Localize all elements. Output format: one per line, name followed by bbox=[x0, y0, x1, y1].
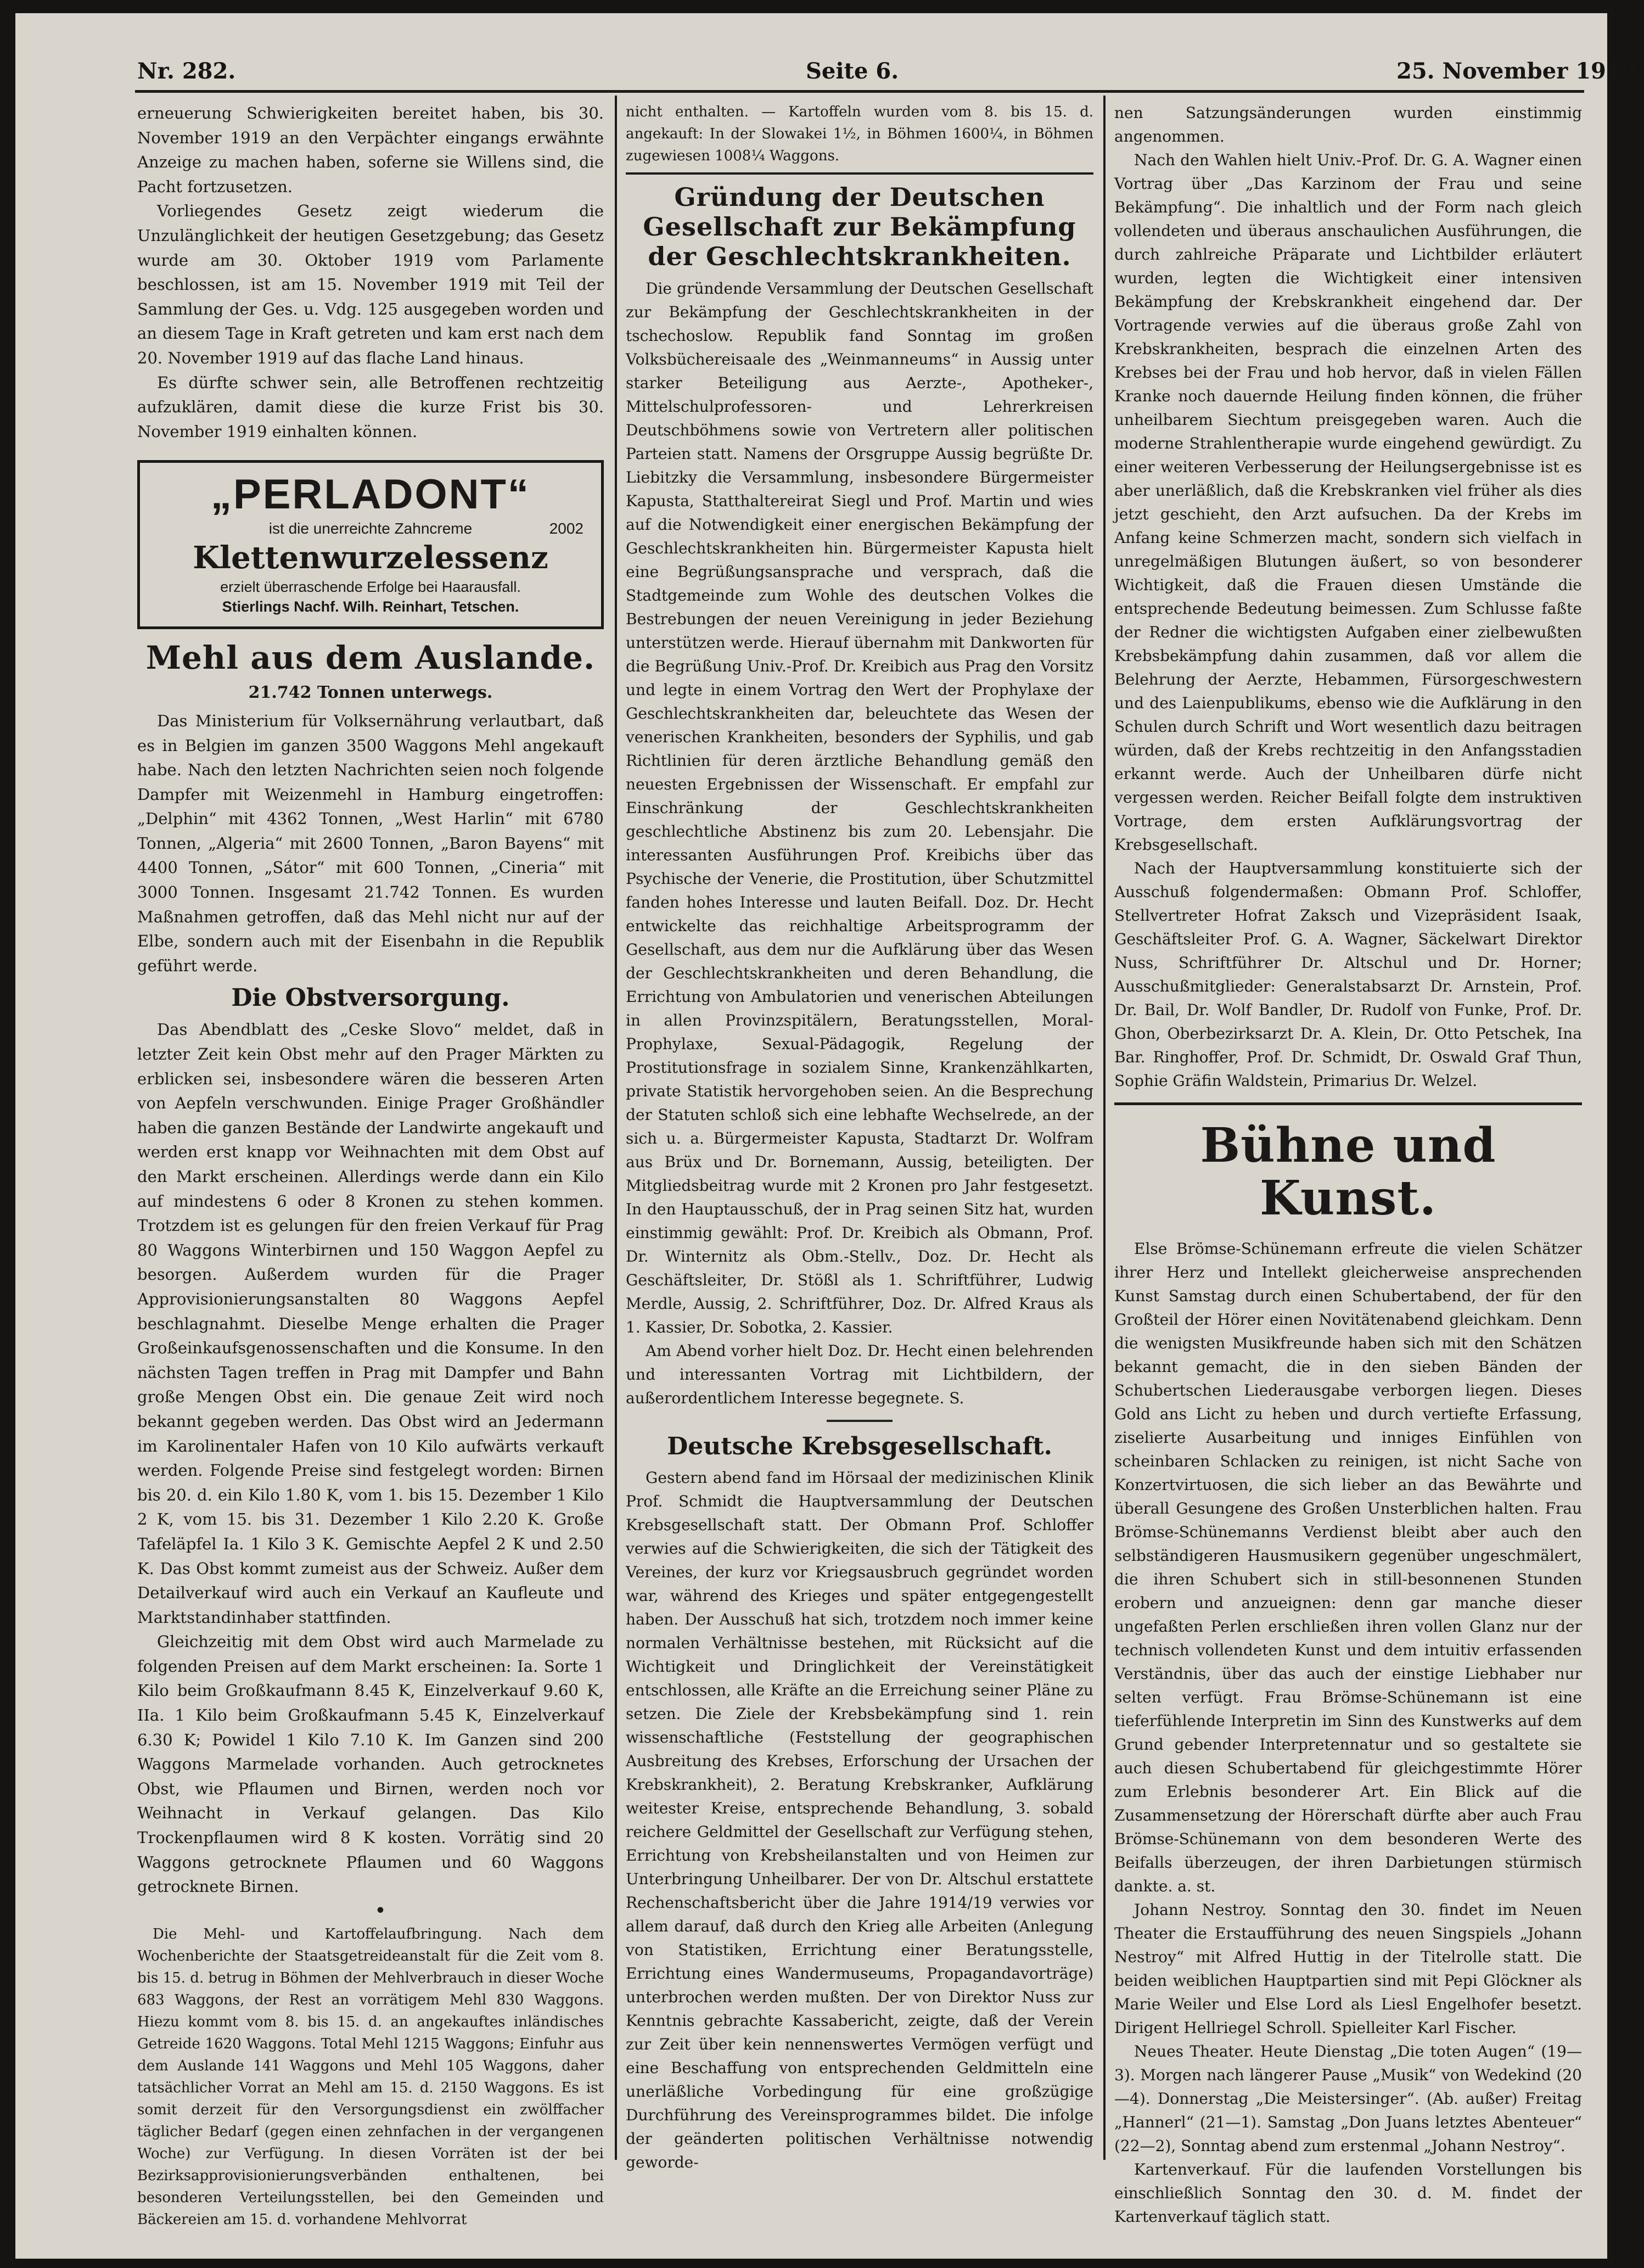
buehne-review: Else Brömse-Schünemann erfreute die vielen Schätzer ihrer Herz und Intellekt gleicherweise ansprechenden Kunst Samstag durch einen Schubertabend, der für den Großteil der Hörer einen Novitätenabend gleichkam. Denn die wenigsten Musikfreunde haben sich mit den Schätzen bekannt gemacht, die in den sieben Bänden der Schubertschen Liederausgabe verborgen liegen. Dieses Gold ans Licht zu heben und durch vertiefte Erfassung, ziselierte Ausarbeitung und inniges Einfühlen von scheinbaren Schlacken zu reinigen, ist nicht Sache von Konzertvirtuosen, die sich lieber an das Bewährte und überall Gesungene des Großen Unsterblichen halten. Frau Brömse-Schünemanns Verdienst bleibt aber auch den selbständigeren Hausmusikern gegenüber ungeschmälert, die ihren Schubert sich in still-besonnenen Stunden erobern und anzueignen: denn gar manche dieser ungefaßten Perlen erschließen ihren vollen Glanz nur der technisch vollendeten Kunst und dem intuitiv erfassenden Verständnis, über das auch der einstige Liebhaber nur selten verfügt. Frau Brömse-Schünemann ist eine tieferfühlende Interpretin im Sinn des Kunstwerks auf dem Grund gebender Interpretennatur und so gestaltete sie auch diesen Schubertabend für gleichgestimmte Hörer zum Erlebnis besonderer Art. Ein Blick auf die Zusammensetzung der Hörerschaft dürfte aber auch Frau Brömse-Schünemann von dem besonderen Werte des Beifalls überzeugen, der ihren Darbietungen stürmisch dankte. a. st. bbox=[1114, 1240, 1582, 1895]
perladont-advertisement bbox=[137, 460, 604, 629]
gesellschaft-body-1: Die gründende Versammlung der Deutschen Gesellschaft zur Bekämpfung der Geschlechtskrankheiten in der tschechoslow. Republik fand Sonntag im großen Volksbüchereisaale des „Weinmanneums“ in Aussig unter starker Beteiligung aus Aerzte-, Apotheker-, Mittelschulprofessoren- und Lehrerkreisen Deutschböhmens sowie von Vertretern aller politischen Parteien statt. Namens der Orsgruppe Aussig begrüßte Dr. Liebitzky die Versammlung, insbesondere Bürgermeister Kapusta, Statthaltereirat Siegl und Prof. Martin und wies auf die Notwendigkeit einer energischen Bekämpfung der Geschlechtskrankheiten hin. Bürgermeister Kapusta hielt eine Begrüßungsansprache und versprach, daß die Stadtgemeinde zum Wohle des deutschen Volkes die Bestrebungen der neuen Vereinigung in jeder Beziehung unterstützen werde. Hierauf übernahm mit Dankworten für die Begrüßung Univ.-Prof. Dr. Kreibich aus Prag den Vorsitz und legte in einem Vortrag den Wert der Prophylaxe der Geschlechtskrankheiten dar, beleuchtete das Wesen der venerischen Krankheiten, besonders der Syphilis, und gab Richtlinien für deren ärztliche Behandlung gemäß den neuesten Ergebnissen der Wissenschaft. Er empfahl zur Einschränkung der Geschlechtskrankheiten geschlechtliche Abstinenz bis zum 20. Lebensjahr. Die interessanten Ausführungen Prof. Kreibichs über das Psychische der Venerie, die Prostitution, über Schutzmittel fanden hohes Interesse und lauten Beifall. Doz. Dr. Hecht entwickelte das reichhaltige Arbeitsprogramm der Gesellschaft, aus dem nur die Aufklärung über das Wesen der Geschlechtskrankheiten und deren Behandlung, die Errichtung von Ambulatorien und venerischen Abteilungen in allen Provinzspitälern, Beratungsstellen, Moral-Prophylaxe, Sexual-Pädagogik, Regelung der Prostitutionsfrage in sozialem Sinne, Krankenzählkarten, private Statistik hervorgehoben seien. An die Besprechung der Statuten schloß sich eine lebhafte Wechselrede, an der sich u. a. Bürgermeister Kapusta, Stadtarzt Dr. Wolfram aus Brüx und Dr. Bornemann, Aussig, beteiligten. Der Mitgliedsbeitrag wurde mit 2 Kronen pro Jahr festgesetzt. In den Hauptausschuß, der in Prag seinen Sitz hat, wurden einstimmig gewählt: Prof. Dr. Kreibich als Obmann, Prof. Dr. Winternitz als Obm.-Stellv., Doz. Dr. Hecht als Geschäftsleiter, Dr. Stößl als 1. Schriftführer, Ludwig Merdle, Aussig, 2. Schriftführer, Doz. Dr. Alfred Kraus als 1. Kassier, Dr. Sobotka, 2. Kassier. bbox=[626, 279, 1093, 1336]
gesellschaft-body-2: Am Abend vorher hielt Doz. Dr. Hecht einen belehrenden und interessanten Vortrag mit Lichtbildern, der außerordentlichem Interesse begegnete. S. bbox=[626, 1342, 1093, 1407]
buehne-neues-theater: Neues Theater. Heute Dienstag „Die toten Augen“ (19—3). Morgen nach längerer Pause „Musik“ von Wedekind (20—4). Donnerstag „Die Meistersinger“. (Ab. außer) Freitag „Hannerl“ (21—1). Samstag „Don Juans letztes Abenteuer“ (22—2), Sonntag abend zum erstenmal „Johann Nestroy“. bbox=[1114, 2042, 1582, 2155]
article-rule bbox=[626, 172, 1093, 175]
ad-maker: Stierlings Nachf. Wilh. Reinhart, Tetschen. bbox=[222, 598, 519, 615]
krebs-headline: Deutsche Krebsgesellschaft. bbox=[667, 1432, 1052, 1460]
article-separator bbox=[827, 1420, 893, 1422]
column-2 bbox=[626, 101, 1093, 2174]
obst-headline: Die Obstversorgung. bbox=[231, 984, 510, 1012]
column-1 bbox=[137, 101, 604, 2231]
kartoffel-continuation: nicht enthalten. — Kartoffeln wurden vom 8. bis 15. d. angekauft: In der Slowakei 1½, in Böhmen 1600¼, in Böhmen zugewiesen 1008¼ Waggons. bbox=[626, 104, 1093, 164]
page-number: Seite 6. bbox=[806, 58, 899, 84]
issue-number: Nr. 282. bbox=[137, 58, 236, 84]
ad-number: 2002 bbox=[549, 520, 583, 537]
lease-paragraph-law: Vorliegendes Gesetz zeigt wiederum die Unzulänglichkeit der heutigen Gesetzgebung; das Gesetz wurde am 30. Oktober 1919 vom Parlamente beschlossen, ist am 15. November 1919 mit Teil der Sammlung der Ges. u. Vdg. 125 ausgegeben worden und an diesem Tage in Kraft getreten und kam erst nach dem 20. November 1919 auf das flache Land hinaus. bbox=[137, 201, 604, 367]
ad-claim: erzielt überraschende Erfolge bei Haarausfall. bbox=[220, 579, 521, 596]
column-3 bbox=[1114, 101, 1582, 2228]
ad-product: Klettenwurzelessenz bbox=[193, 540, 548, 576]
section-divider-star: • bbox=[375, 1901, 386, 1920]
mehl-kartoffel-notice: Die Mehl- und Kartoffelaufbringung. Nach dem Wochenberichte der Staatsgetreideanstalt für die Zeit vom 8. bis 15. d. betrug in Böhmen der Mehlverbrauch in dieser Woche 683 Waggons, der Rest an vorrätigem Mehl 830 Waggons. Hiezu kommt vom 8. bis 15. d. an angekauftes inländisches Getreide 1620 Waggons. Total Mehl 1215 Waggons; Einfuhr aus dem Auslande 141 Waggons und Mehl 105 Waggons, daher tatsächlicher Vorrat an Mehl am 15. d. 2150 Waggons. Es ist somit derzeit für den Versorgungsdienst ein zwölffacher täglicher Bedarf (gegen einen zehnfachen in der vergangenen Woche) zur Verfügung. In diesen Vorräten ist der bei Bezirksapprovisionierungsverbänden enthaltenen, bei besonderen Verteilungsstellen, bei den Gemeinden und Bäckereien am 15. d. vorhandene Mehlvorrat bbox=[137, 1926, 604, 2228]
krebs-committee: Nach der Hauptversammlung konstituierte sich der Ausschuß folgendermaßen: Obmann Prof. Schloffer, Stellvertreter Hofrat Zaksch und Vizepräsident Isaak, Geschäftsleiter Prof. G. A. Wagner, Säckelwart Direktor Nuss, Schriftführer Dr. Altschul und Dr. Horner; Ausschußmitglieder: Generalstabsarzt Dr. Arnstein, Prof. Dr. Bail, Dr. Wolf Bandler, Dr. Rudolf von Funke, Prof. Dr. Ghon, Oberbezirksarzt Dr. A. Klein, Dr. Otto Petschek, Ina Bar. Ringhoffer, Prof. Dr. Schmidt, Dr. Oswald Graf Thun, Sophie Gräfin Waldstein, Primarius Dr. Welzel. bbox=[1114, 859, 1582, 1090]
krebs-body: Gestern abend fand im Hörsaal der medizinischen Klinik Prof. Schmidt die Hauptversammlung der Deutschen Krebsgesellschaft statt. Der Obmann Prof. Schloffer verwies auf die Schwierigkeiten, die sich der Tätigkeit des Vereines, der kurz vor Kriegsausbruch gegründet worden war, während des Krieges und später entgegengestellt haben. Der Ausschuß hat sich, trotzdem noch immer keine normalen Verhältnisse bestehen, mit Rücksicht auf die Wichtigkeit und Dringlichkeit der Vereinstätigkeit entschlossen, alle Kräfte an die Erreichung seiner Pläne zu setzen. Die Ziele der Krebsbekämpfung sind 1. rein wissenschaftliche (Feststellung der geographischen Ausbreitung des Krebses, Erforschung der Ursachen der Krebskrankheit), 2. Beratung Krebskranker, Aufklärung weitester Kreise, entsprechende Behandlung, 3. sobald reichere Geldmittel der Gesellschaft zur Verfügung stehen, Errichtung von Krebsheilanstalten und von Heimen zur Unterbringung Unheilbarer. Der von Dr. Altschul erstattete Rechenschaftsbericht über die Jahre 1914/19 verwies vor allem darauf, daß durch den Krieg alle Arbeiten (Anlegung von Statistiken, Errichtung einer Beratungsstelle, Errichtung eines Wandermuseums, Propagandavorträge) unterbrochen werden mußten. Der von Direktor Nuss zur Kenntnis gebrachte Kassabericht, zeigte, daß der Verein zur Zeit über kein nennenswertes Vermögen verfügt und eine Beschaffung von entsprechenden Geldmitteln eine unerläßliche Vorbedingung für eine großzügige Durchführung des Vereinsprogrammes bildet. Die infolge der geänderten politischen Verhältnisse notwendig geworde- bbox=[626, 1469, 1093, 2171]
column-rule-2 bbox=[1103, 96, 1106, 2160]
header-rule bbox=[135, 90, 1584, 93]
issue-date: 25. November 1919. bbox=[1396, 58, 1644, 84]
obst-body-1: Das Abendblatt des „Ceske Slovo“ meldet, daß in letzter Zeit kein Obst mehr auf den Prager Märkten zu erblicken sei, insbesondere wären die besseren Arten von Aepfeln verschwunden. Einige Prager Großhändler haben die ganzen Bestände der Landwirte angekauft und werden erst knapp vor Weihnachten mit dem Obst auf den Markt erscheinen. Allerdings werde dann ein Kilo auf mindestens 6 oder 8 Kronen zu stehen kommen. Trotzdem ist es gelungen für den freien Verkauf für Prag 80 Waggons Winterbirnen und 150 Waggon Aepfel zu besorgen. Außerdem wurden für die Prager Approvisionierungsanstalten 80 Waggons Aepfel beschlagnahmt. Dieselbe Menge erhalten die Prager Großeinkaufsgenossenschaften und die Konsume. In den nächsten Tagen treffen in Prag mit Dampfer und Bahn große Mengen Obst ein. Die genaue Zeit wird noch bekannt gegeben werden. Das Obst wird an Jedermann im Karolinentaler Hafen von 10 Kilo aufwärts verkauft werden. Folgende Preise sind festgelegt worden: Birnen bis 20. d. ein Kilo 1.80 K, vom 1. bis 15. Dezember 1 Kilo 2 K, vom 15. bis 31. Dezember 1 Kilo 2.20 K. Große Tafeläpfel Ia. 1 Kilo 3 K. Gemischte Aepfel 2 K und 2.50 K. Das Obst kommt zumeist aus der Schweiz. Außer dem Detailverkauf wird auch ein Verkauf an Kaufleute und Marktstandinhaber stattfinden. bbox=[137, 1020, 604, 1627]
ad-tagline: ist die unerreichte Zahncreme bbox=[268, 520, 473, 537]
section-rule bbox=[1114, 1102, 1582, 1105]
lease-paragraph-end: erneuerung Schwierigkeiten bereitet haben, bis 30. November 1919 an den Verpächter eingangs erwähnte Anzeige zu machen haben, soferne sie Willens sind, die Pacht fortzusetzen. bbox=[137, 104, 604, 196]
mehl-body: Das Ministerium für Volksernährung verlautbart, daß es in Belgien im ganzen 3500 Waggons Mehl angekauft habe. Nach den letzten Nachrichten seien noch folgende Dampfer mit Weizenmehl in Hamburg eingetroffen: „Delphin“ mit 4362 Tonnen, „West Harlin“ mit 6780 Tonnen, „Algeria“ mit 2600 Tonnen, „Baron Bayens“ mit 4400 Tonnen, „Sátor“ mit 600 Tonnen, „Cineria“ mit 3000 Tonnen. Insgesamt 21.742 Tonnen. Es wurden Maßnahmen getroffen, daß das Mehl nicht nur auf der Elbe, sondern auch mit der Eisenbahn in die Republik geführt werde. bbox=[137, 711, 604, 975]
gesellschaft-headline: Gründung der Deutschen Gesellschaft zur Bekämpfung der Geschlechtskrankheiten. bbox=[643, 182, 1076, 271]
mehl-headline: Mehl aus dem Auslande. bbox=[145, 639, 596, 677]
krebs-continuation: nen Satzungsänderungen wurden einstimmig angenommen. bbox=[1114, 104, 1582, 145]
krebs-lecture: Nach den Wahlen hielt Univ.-Prof. Dr. G. A. Wagner einen Vortrag über „Das Karzinom der Frau und seine Bekämpfung“. Die inhaltlich und der Form nach gleich vollendeten und überaus anschaulichen Ausführungen, die durch zahlreiche Präparate und Lichtbilder erläutert wurden, legten die Wichtigkeit einer intensiven Bekämpfung der Krebskrankheit eingehend dar. Der Vortragende verwies auf die überaus große Zahl von Krebskrankheiten, besprach die einzelnen Arten des Krebses bei der Frau und hob hervor, daß in vielen Fällen Kranke noch dauernde Heilung finden können, die früher unheilbarem Siechtum preisgegeben waren. Auch die moderne Strahlentherapie wurde eingehend gewürdigt. Zu einer weiteren Verbesserung der Heilungsergebnisse ist es aber unerläßlich, daß die Krebskranken viel früher als dies jetzt geschieht, den Arzt aufsuchen. Da der Krebs im Anfang keine Schmerzen macht, sondern sich vielfach in unregelmäßigen Blutungen äußert, so von besonderer Wichtigkeit, daß die Frauen diesen Umstände die entsprechende Bedeutung beimessen. Zum Schlusse faßte der Redner die wichtigsten Aufgaben einer zielbewußten Krebsbekämpfung dahin zusammen, daß vor allem die Belehrung der Aerzte, Hebammen, Fürsorgeschwestern und des Laienpublikums, ebenso wie die Aufklärung in den Schulen durch Schrift und Wort wesentlich dazu beitragen würden, daß der Krebs rechtzeitig in den Anfangsstadien erkannt werde. Auch der Unheilbaren dürfe nicht vergessen werden. Reicher Beifall folgte dem instruktiven Vortrage, dem ersten Aufklärungsvortrag der Krebsgesellschaft. bbox=[1114, 151, 1582, 854]
buehne-nestroy: Johann Nestroy. Sonntag den 30. findet im Neuen Theater die Erstaufführung des neuen Singspiels „Johann Nestroy“ mit Alfred Huttig in der Titelrolle statt. Die beiden weiblichen Hauptpartien sind mit Pepi Glöckner als Marie Weiler und Else Lord als Liesl Engelhofer besetzt. Dirigent Hellriegel Schroll. Spielleiter Karl Fischer. bbox=[1114, 1901, 1582, 2037]
newspaper-page bbox=[15, 13, 1644, 2259]
ad-brand: „PERLADONT“ bbox=[211, 471, 530, 518]
mehl-subheadline: 21.742 Tonnen unterwegs. bbox=[248, 683, 493, 703]
obst-body-2: Gleichzeitig mit dem Obst wird auch Marmelade zu folgenden Preisen auf dem Markt erscheinen: Ia. Sorte 1 Kilo beim Großkaufmann 8.45 K, Einzelverkauf 9.60 K, IIa. 1 Kilo beim Großkaufmann 5.45 K, Einzelverkauf 6.30 K; Powidel 1 Kilo 7.10 K. Im Ganzen sind 200 Waggons Marmelade vorhanden. Auch getrocknetes Obst, wie Pflaumen und Birnen, werden noch vor Weihnacht in Verkauf gelangen. Das Kilo Trockenpflaumen wird 8 K kosten. Vorrätig sind 20 Waggons getrocknete Pflaumen und 60 Waggons getrocknete Birnen. bbox=[137, 1632, 604, 1896]
buehne-kartenverkauf: Kartenverkauf. Für die laufenden Vorstellungen bis einschließlich Sonntag den 30. d. M. findet der Kartenverkauf täglich statt. bbox=[1114, 2160, 1582, 2226]
column-rule-1 bbox=[615, 96, 617, 2160]
buehne-headline: Bühne und Kunst. bbox=[1200, 1118, 1496, 1226]
lease-paragraph-deadline: Es dürfte schwer sein, alle Betroffenen rechtzeitig aufzuklären, damit diese die kurze Frist bis 30. November 1919 einhalten können. bbox=[137, 373, 604, 441]
